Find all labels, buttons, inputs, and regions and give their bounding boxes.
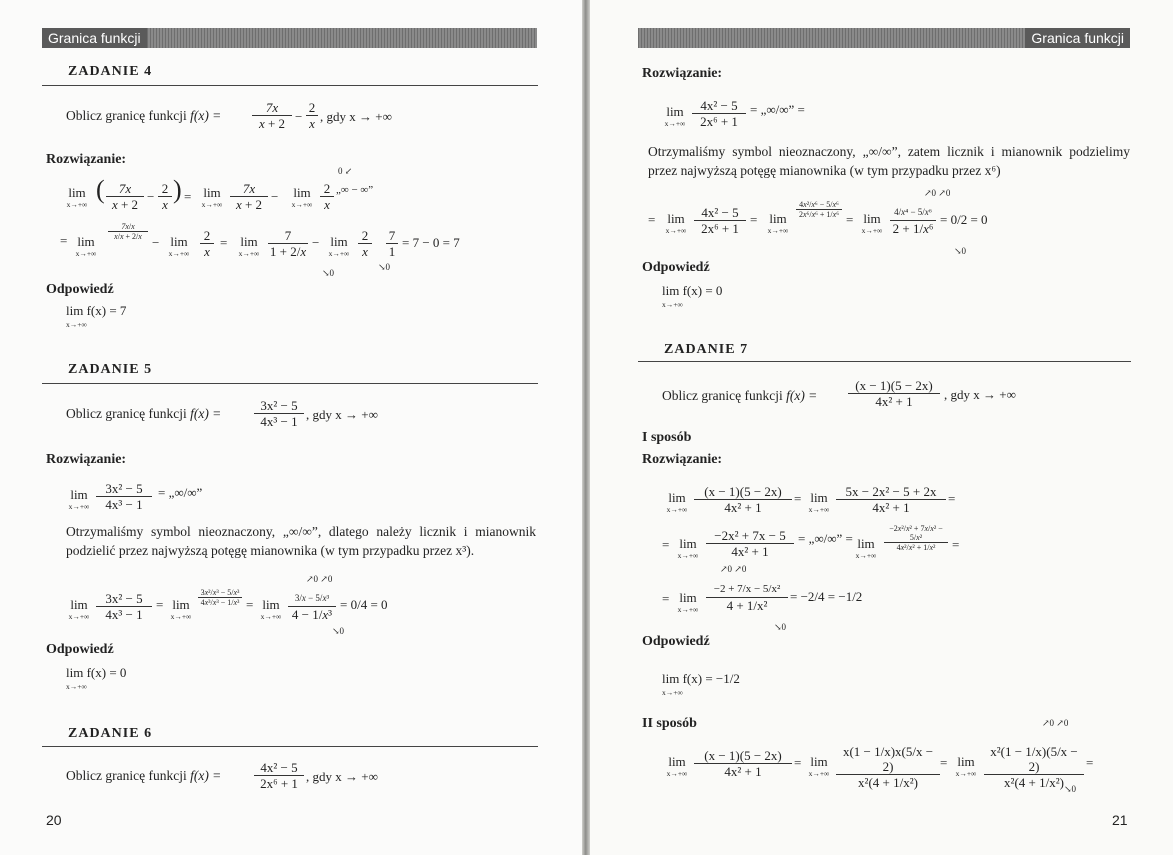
z6-l2-frac-b: $\frac{\text{4x²/x⁶ − 5/x⁶}}{\text{2x⁶/x⁶ + 1/x⁶}}$ — [796, 200, 842, 219]
z5-l2-eq-2: = — [246, 597, 254, 612]
z4-zero-arrow: 0 ↙ — [338, 166, 353, 176]
z6-result: = 0/2 = 0 — [940, 212, 988, 227]
z7-lim-4: lim x→+∞ — [855, 536, 877, 560]
z7-m2-lim-3: lim x→+∞ — [955, 754, 977, 778]
z4-l2-eq-2: = — [220, 235, 228, 250]
z5-title: ZADANIE 5 — [68, 362, 153, 377]
z5-result: = 0/4 = 0 — [340, 597, 388, 612]
z4-prompt: Oblicz granicę funkcji f(x) = — [66, 108, 222, 123]
z7-lim-5: lim x→+∞ — [677, 590, 699, 614]
z4-l1-eq: = — [184, 189, 192, 204]
z7-l1-frac-b: $\frac{\text{5x − 2x² − 5 + 2x}}{\text{4x² + 1}}$ — [836, 484, 946, 515]
z4-l1-frac-d: $\frac{2}{x}$ — [320, 181, 334, 212]
z6-lim-4: lim x→+∞ — [861, 211, 883, 235]
z4-l2-frac-d: $\frac{2}{x}$ — [358, 228, 372, 259]
z6-lim-1: lim x→+∞ — [664, 104, 686, 128]
z7-method2-label: II sposób — [642, 716, 697, 731]
z7-l3-eq: = — [662, 591, 670, 606]
z5-fraction: $\frac{\text{3x² − 5}}{\text{4x³ − 1}}$ — [254, 398, 304, 429]
z5-answer: lim f(x) = 0 x→+∞ — [66, 665, 127, 691]
z6-l2-eq: = — [648, 212, 656, 227]
z7-l1-frac-a: $\frac{(x - 1)(5 - 2x)}{\text{4x² + 1}}$ — [694, 484, 792, 515]
z6-condition: , gdy x → +∞ — [306, 769, 378, 784]
left-header-banner — [42, 28, 537, 48]
z7-l3-frac: −2 + 7/x − 5/x² 4 + 1/x² — [706, 582, 788, 613]
z5-l1-frac: $\frac{\text{3x² − 5}}{\text{4x³ − 1}}$ — [96, 481, 152, 512]
z4-divider — [42, 85, 538, 86]
z7-fraction: $\frac{(x - 1)(5 - 2x)}{\text{4x² + 1}}$ — [848, 378, 940, 409]
left-page — [0, 0, 582, 855]
z4-fraction-2: $\frac{2}{x}$ — [306, 100, 318, 131]
z7-lim-2: lim x→+∞ — [808, 490, 830, 514]
z6-zero-arrows: ↗0 ↗0 — [924, 188, 951, 198]
z7-answer: lim f(x) = −1/2 x→+∞ — [662, 671, 740, 697]
z4-l2-frac-e: $\frac{7}{1}$ — [386, 228, 398, 259]
z7-l1-eq: = — [794, 491, 802, 506]
z6-l1-symbol: = „∞/∞” = — [750, 102, 805, 117]
z7-m2-lim-2: lim x→+∞ — [808, 754, 830, 778]
z7-lim-1: lim x→+∞ — [666, 490, 688, 514]
right-page — [590, 0, 1173, 855]
z7-divider — [638, 361, 1131, 362]
z4-lim-5: lim x→+∞ — [168, 234, 190, 258]
z6-solution-label: Rozwiązanie: — [642, 66, 723, 81]
z7-l3-result: = −2/4 = −1/2 — [790, 589, 863, 604]
right-header-title: Granica funkcji — [1025, 28, 1130, 48]
book-gutter — [582, 0, 590, 855]
z4-l2-minus-2: − — [312, 235, 320, 250]
z7-m2-frac-b: $\frac{x(1 - 1/x)x(5/x - 2)}{\text{x²(4 + 1/x²)}}$ — [836, 744, 940, 790]
z7-l2-symbol: = „∞/∞” = — [798, 531, 853, 546]
z7-m2-lim-1: lim x→+∞ — [666, 754, 688, 778]
z5-l2-eq: = — [156, 597, 164, 612]
z6-l2-frac-a: $\frac{\text{4x² − 5}}{\text{2x⁶ + 1}}$ — [694, 205, 746, 236]
z4-l1-frac-a: $\frac{7x}{x + 2}$ — [106, 181, 144, 212]
z5-zero-arrow-2: ↘0 — [332, 626, 345, 636]
z6-l2-frac-c: 4/x⁴ − 5/x⁶ 2 + 1/x⁶ — [890, 205, 936, 236]
z7-condition: , gdy x → +∞ — [944, 387, 1016, 402]
z4-zero-arrow-2: ↘0 — [322, 268, 335, 278]
z6-fraction: $\frac{\text{4x² − 5}}{\text{2x⁶ + 1}}$ — [254, 760, 304, 791]
z4-answer-label: Odpowiedź — [46, 282, 114, 297]
z4-lim-7: lim x→+∞ — [328, 234, 350, 258]
z4-l1-frac-b: $\frac{2}{x}$ — [158, 181, 172, 212]
z4-title: ZADANIE 4 — [68, 64, 153, 79]
z4-paren-open: ( — [96, 175, 105, 204]
left-page-number: 20 — [46, 812, 62, 828]
z7-answer-label: Odpowiedź — [642, 634, 710, 649]
z5-solution-label: Rozwiązanie: — [46, 452, 127, 467]
z7-method1-label: I sposób — [642, 430, 692, 445]
z5-zero-arrows: ↗0 ↗0 — [306, 574, 333, 584]
z4-l2-frac-a: $\frac{7x/x}{x/x + 2/x}$ — [108, 222, 148, 241]
z6-explanation: Otrzymaliśmy symbol nieoznaczony, „∞/∞”, zatem licznik i mianownik podzielimy przez najwyższą potęgę mianownika (w tym przypadku przez x⁶) — [648, 144, 1130, 178]
z7-zero-arrow-2: ↘0 — [774, 622, 787, 632]
right-header-banner — [638, 28, 1130, 48]
z4-l1-minus-2: − — [271, 189, 279, 204]
z5-l2-frac-a: $\frac{\text{3x² − 5}}{\text{4x³ − 1}}$ — [96, 591, 152, 622]
z7-zero-arrows: ↗0 ↗0 — [720, 564, 747, 574]
z4-lim-6: lim x→+∞ — [238, 234, 260, 258]
z5-lim-4: lim x→+∞ — [260, 597, 282, 621]
z6-title: ZADANIE 6 — [68, 726, 153, 741]
z5-prompt: Oblicz granicę funkcji f(x) = — [66, 406, 222, 421]
z5-divider — [42, 383, 538, 384]
z7-m2-zero-arrow-2: ↘0 — [1064, 784, 1077, 794]
z7-m2-frac-a: $\frac{(x - 1)(5 - 2x)}{\text{4x² + 1}}$ — [694, 748, 792, 779]
z4-l1-frac-c: $\frac{7x}{x + 2}$ — [230, 181, 268, 212]
z7-l2-eq-2: = — [952, 537, 960, 552]
z7-prompt: Oblicz granicę funkcji f(x) = — [662, 388, 818, 403]
z4-l2-frac-b: $\frac{2}{x}$ — [200, 228, 214, 259]
z7-m2-eq-3: = — [1086, 755, 1094, 770]
z6-lim-2: lim x→+∞ — [665, 211, 687, 235]
left-header-title: Granica funkcji — [42, 28, 147, 48]
z7-l2-frac-a: $\frac{\text{−2x² + 7x − 5}}{\text{4x² + 1}}$ — [706, 528, 794, 559]
z7-solution-label: Rozwiązanie: — [642, 452, 723, 467]
z7-m2-eq-2: = — [940, 755, 948, 770]
z4-lim-1: lim x→+∞ — [66, 185, 88, 209]
z6-divider — [42, 746, 538, 747]
z7-l1-eq-2: = — [948, 491, 956, 506]
z4-l2-result: = 7 − 0 = 7 — [402, 235, 460, 250]
z5-condition: , gdy x → +∞ — [306, 407, 378, 422]
z6-lim-3: lim x→+∞ — [767, 211, 789, 235]
z5-explanation: Otrzymaliśmy symbol nieoznaczony, „∞/∞”, dlatego należy licznik i mianownik podzielić przez najwyższą potęgę mianownika (w tym przypadku przez x³). — [66, 524, 536, 558]
z4-condition: , gdy x → +∞ — [320, 109, 392, 124]
z4-lim-3: lim x→+∞ — [291, 185, 313, 209]
z6-l2-eq-3: = — [846, 212, 854, 227]
z5-answer-label: Odpowiedź — [46, 642, 114, 657]
z7-m2-eq: = — [794, 755, 802, 770]
z4-paren-close: ) — [173, 175, 182, 204]
z4-lim-2: lim x→+∞ — [201, 185, 223, 209]
right-page-number: 21 — [1112, 812, 1128, 828]
z4-l1-minus: − — [147, 189, 155, 204]
z4-fraction-1: $\frac{7x}{x + 2}$ — [252, 100, 292, 131]
z5-l2-frac-c: 3/x − 5/x³ 4 − 1/x³ — [288, 591, 336, 622]
z5-l1-symbol: = „∞/∞” — [158, 485, 203, 500]
z5-lim-1: lim x→+∞ — [68, 487, 90, 511]
z7-title: ZADANIE 7 — [664, 342, 749, 357]
z4-solution-label: Rozwiązanie: — [46, 152, 127, 167]
z4-zero-arrow-3: ↘0 — [378, 262, 391, 272]
z7-l2-frac-b: $\frac{\text{−2x²/x² + 7x/x² − 5/x²}}{\text{4x²/x² + 1/x²}}$ — [884, 524, 948, 552]
z4-minus: − — [295, 109, 303, 124]
z6-prompt: Oblicz granicę funkcji f(x) = — [66, 768, 222, 783]
z7-lim-3: lim x→+∞ — [677, 536, 699, 560]
z7-m2-frac-c: $\frac{\text{x²(1 − 1/x)(5/x − 2)}}{\text{x²(4 + 1/x²)}}$ — [984, 744, 1084, 790]
z4-l2-minus: − — [152, 235, 160, 250]
z6-answer-label: Odpowiedź — [642, 260, 710, 275]
z4-lim-4: lim x→+∞ — [75, 234, 97, 258]
z5-lim-3: lim x→+∞ — [170, 597, 192, 621]
z7-l2-eq: = — [662, 537, 670, 552]
z5-lim-2: lim x→+∞ — [68, 597, 90, 621]
z6-l1-frac: $\frac{\text{4x² − 5}}{\text{2x⁶ + 1}}$ — [692, 98, 746, 129]
z4-l2-frac-c: $\frac{7}{1 + 2/x}$ — [269, 228, 307, 259]
z6-answer: lim f(x) = 0 x→+∞ — [662, 283, 723, 309]
z4-l2-eq: = — [60, 233, 68, 248]
z4-answer: lim f(x) = 7 x→+∞ — [66, 303, 127, 329]
z6-zero-arrow-2: ↘0 — [954, 246, 967, 256]
z5-l2-frac-b: $\frac{\text{3x²/x³ − 5/x³}}{\text{4x³/x³ − 1/x³}}$ — [198, 588, 242, 607]
z4-l1-symbol: „∞ − ∞” — [336, 184, 374, 196]
z7-m2-zero-arrows: ↗0 ↗0 — [1042, 718, 1069, 728]
z6-l2-eq-2: = — [750, 212, 758, 227]
